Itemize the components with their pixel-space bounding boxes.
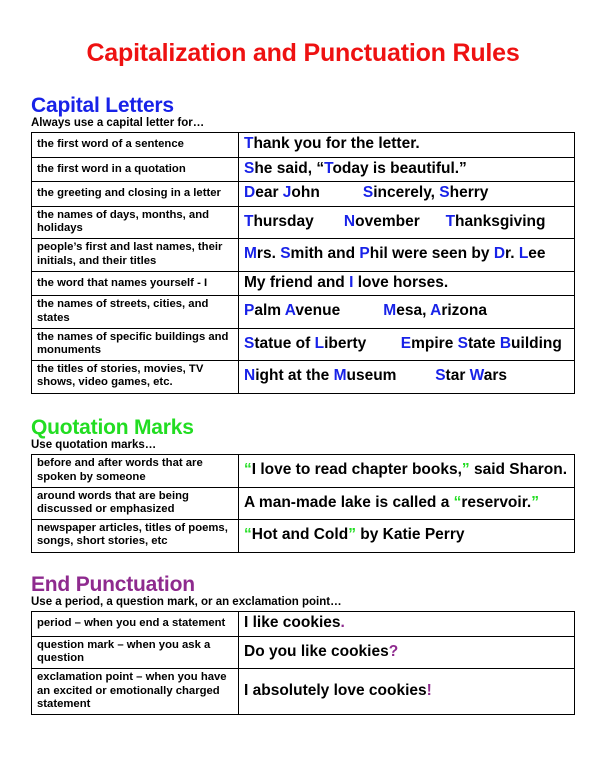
rule-label: the word that names yourself - I (32, 271, 239, 296)
spacer-title-to-capital (31, 68, 575, 94)
example-segment: B (499, 334, 512, 352)
table-row (32, 669, 575, 715)
example-segment: N (244, 367, 256, 385)
section-end-punctuation (31, 573, 575, 715)
example-segment: ight at the (255, 367, 334, 385)
example-segment: ! (426, 681, 432, 699)
rule-example (239, 612, 575, 637)
example-segment: S (244, 334, 255, 352)
example-segment: M (333, 367, 347, 385)
example-segment: tatue of (254, 334, 315, 352)
example-segment: M (244, 245, 257, 263)
section-subtitle-capital-letters: Always use a capital letter for… (31, 117, 205, 130)
example-segment: T (445, 212, 456, 230)
rule-label: before and after words that are spoken by someone (32, 455, 239, 487)
table-row (32, 296, 575, 328)
example-segment: r. (505, 245, 519, 263)
example-segment: N (343, 212, 356, 230)
example-segment: I (349, 273, 354, 291)
example-segment: tate (467, 334, 500, 352)
example-segment: I love to read chapter books, (251, 461, 462, 479)
rule-example (239, 157, 575, 182)
table-row (32, 182, 575, 207)
example-segment: I absolutely love cookies (244, 681, 427, 699)
example-segment: reservoir. (461, 493, 532, 511)
table-row (32, 520, 575, 552)
rule-example (239, 455, 575, 487)
example-segment: alm (254, 302, 285, 320)
rule-label: exclamation point – when you have an excited or emotionally charged statement (32, 669, 239, 715)
example-segment: D (493, 245, 506, 263)
example-segment: herry (449, 184, 489, 202)
example-segment: S (435, 367, 446, 385)
example-segment: useum (346, 367, 436, 385)
table-row (32, 271, 575, 296)
page-title: Capitalization and Punctuation Rules (86, 39, 520, 67)
example-segment: S (457, 334, 468, 352)
example-segment: mith and (290, 245, 360, 263)
table-row (32, 157, 575, 182)
table-row (32, 487, 575, 519)
table-quotation-marks (31, 454, 575, 552)
spacer-quotation-to-endpunct (31, 553, 575, 573)
example-segment: ars (483, 367, 508, 385)
example-segment: J (282, 184, 292, 202)
example-segment: incerely, (373, 184, 440, 202)
rule-label: the first word of a sentence (32, 133, 239, 158)
section-heading-end-punctuation: End Punctuation (31, 572, 195, 596)
example-segment: ” (461, 461, 470, 479)
rule-example (239, 182, 575, 207)
table-end-punctuation (31, 611, 575, 715)
section-capital-letters (31, 94, 575, 394)
example-segment: hanksgiving (455, 212, 546, 230)
table-row (32, 133, 575, 158)
example-segment: M (383, 302, 397, 320)
rule-label: the names of streets, cities, and states (32, 296, 239, 328)
spacer-capital-to-quotation (31, 394, 575, 416)
example-segment: A (430, 302, 442, 320)
table-row (32, 239, 575, 271)
rule-label: question mark – when you ask a question (32, 636, 239, 668)
example-segment: ovember (355, 212, 446, 230)
example-segment: P (244, 302, 255, 320)
table-body-capital-letters (32, 133, 575, 393)
rule-example (239, 296, 575, 328)
example-segment: Hot and Cold (251, 526, 349, 544)
example-segment: S (244, 159, 255, 177)
section-heading-quotation-marks: Quotation Marks (31, 415, 194, 439)
example-segment: ee (528, 245, 546, 263)
table-row (32, 328, 575, 360)
example-segment: by Katie Perry (355, 526, 465, 544)
example-segment: S (362, 184, 374, 202)
example-segment: tar (445, 367, 470, 385)
example-segment: esa, (396, 302, 431, 320)
example-segment: rs. (256, 245, 281, 263)
example-segment: iberty (324, 334, 401, 352)
rule-label: people’s first and last names, their initials, and their titles (32, 239, 239, 271)
section-quotation-marks (31, 416, 575, 553)
example-segment: ” (348, 526, 356, 544)
rule-example (239, 207, 575, 239)
section-subtitle-end-punctuation: Use a period, a question mark, or an exclamation point… (31, 596, 342, 609)
table-row (32, 636, 575, 668)
example-segment: S (280, 245, 291, 263)
example-segment: hursday (253, 212, 344, 230)
example-segment: L (518, 245, 529, 263)
rule-example (239, 133, 575, 158)
example-segment: rizona (441, 302, 487, 320)
example-segment: W (469, 367, 484, 385)
example-segment: P (359, 245, 370, 263)
table-row (32, 455, 575, 487)
rule-example (239, 271, 575, 296)
rule-label: newspaper articles, titles of poems, songs, short stories, etc (32, 520, 239, 552)
section-subtitle-quotation-marks: Use quotation marks… (31, 439, 157, 452)
example-segment: T (244, 212, 254, 230)
example-segment: L (314, 334, 325, 352)
example-segment: E (400, 334, 412, 352)
table-row (32, 207, 575, 239)
example-segment: A man-made lake is called a (244, 493, 454, 511)
example-segment: y friend and (256, 273, 350, 291)
example-segment: uilding (511, 334, 562, 352)
rule-example (239, 487, 575, 519)
example-segment: T (244, 135, 254, 153)
example-segment: D (244, 184, 256, 202)
example-segment: “ (244, 461, 252, 479)
example-segment: Do you like cookies (244, 642, 389, 660)
rule-example (239, 520, 575, 552)
example-segment: ? (388, 642, 399, 660)
example-segment: he said, “ (254, 159, 325, 177)
example-segment: venue (295, 302, 384, 320)
section-heading-capital-letters: Capital Letters (31, 93, 174, 117)
rule-label: the names of specific buildings and monuments (32, 328, 239, 360)
example-segment: love horses. (353, 273, 449, 291)
example-segment: ohn (291, 184, 363, 202)
example-segment: I like cookies (244, 614, 341, 632)
example-segment: mpire (411, 334, 458, 352)
example-segment: “ (453, 493, 462, 511)
example-segment: ” (531, 493, 539, 511)
rule-example (239, 328, 575, 360)
rule-label: around words that are being discussed or emphasized (32, 487, 239, 519)
example-segment: oday is beautiful.” (332, 159, 467, 177)
rule-label: the names of days, months, and holidays (32, 207, 239, 239)
table-body-end-punctuation (32, 612, 575, 715)
example-segment: S (439, 184, 450, 202)
rule-label: period – when you end a statement (32, 612, 239, 637)
rule-label: the titles of stories, movies, TV shows, video games, etc. (32, 361, 239, 393)
rule-label: the first word in a quotation (32, 157, 239, 182)
table-row (32, 612, 575, 637)
example-segment: hil were seen by (369, 245, 494, 263)
example-segment: A (284, 302, 296, 320)
example-segment: said Sharon. (469, 461, 568, 479)
rule-example (239, 239, 575, 271)
example-segment: ear (255, 184, 283, 202)
example-segment: hank you for the letter. (253, 135, 420, 153)
example-segment: “ (244, 526, 252, 544)
rule-example (239, 669, 575, 715)
example-segment: M (244, 273, 257, 291)
example-segment: . (340, 614, 345, 632)
table-row (32, 361, 575, 393)
rule-example (239, 361, 575, 393)
table-body-quotation-marks (32, 455, 575, 552)
example-segment: T (324, 159, 333, 177)
rule-example (239, 636, 575, 668)
rule-label: the greeting and closing in a letter (32, 182, 239, 207)
table-capital-letters (31, 132, 575, 393)
